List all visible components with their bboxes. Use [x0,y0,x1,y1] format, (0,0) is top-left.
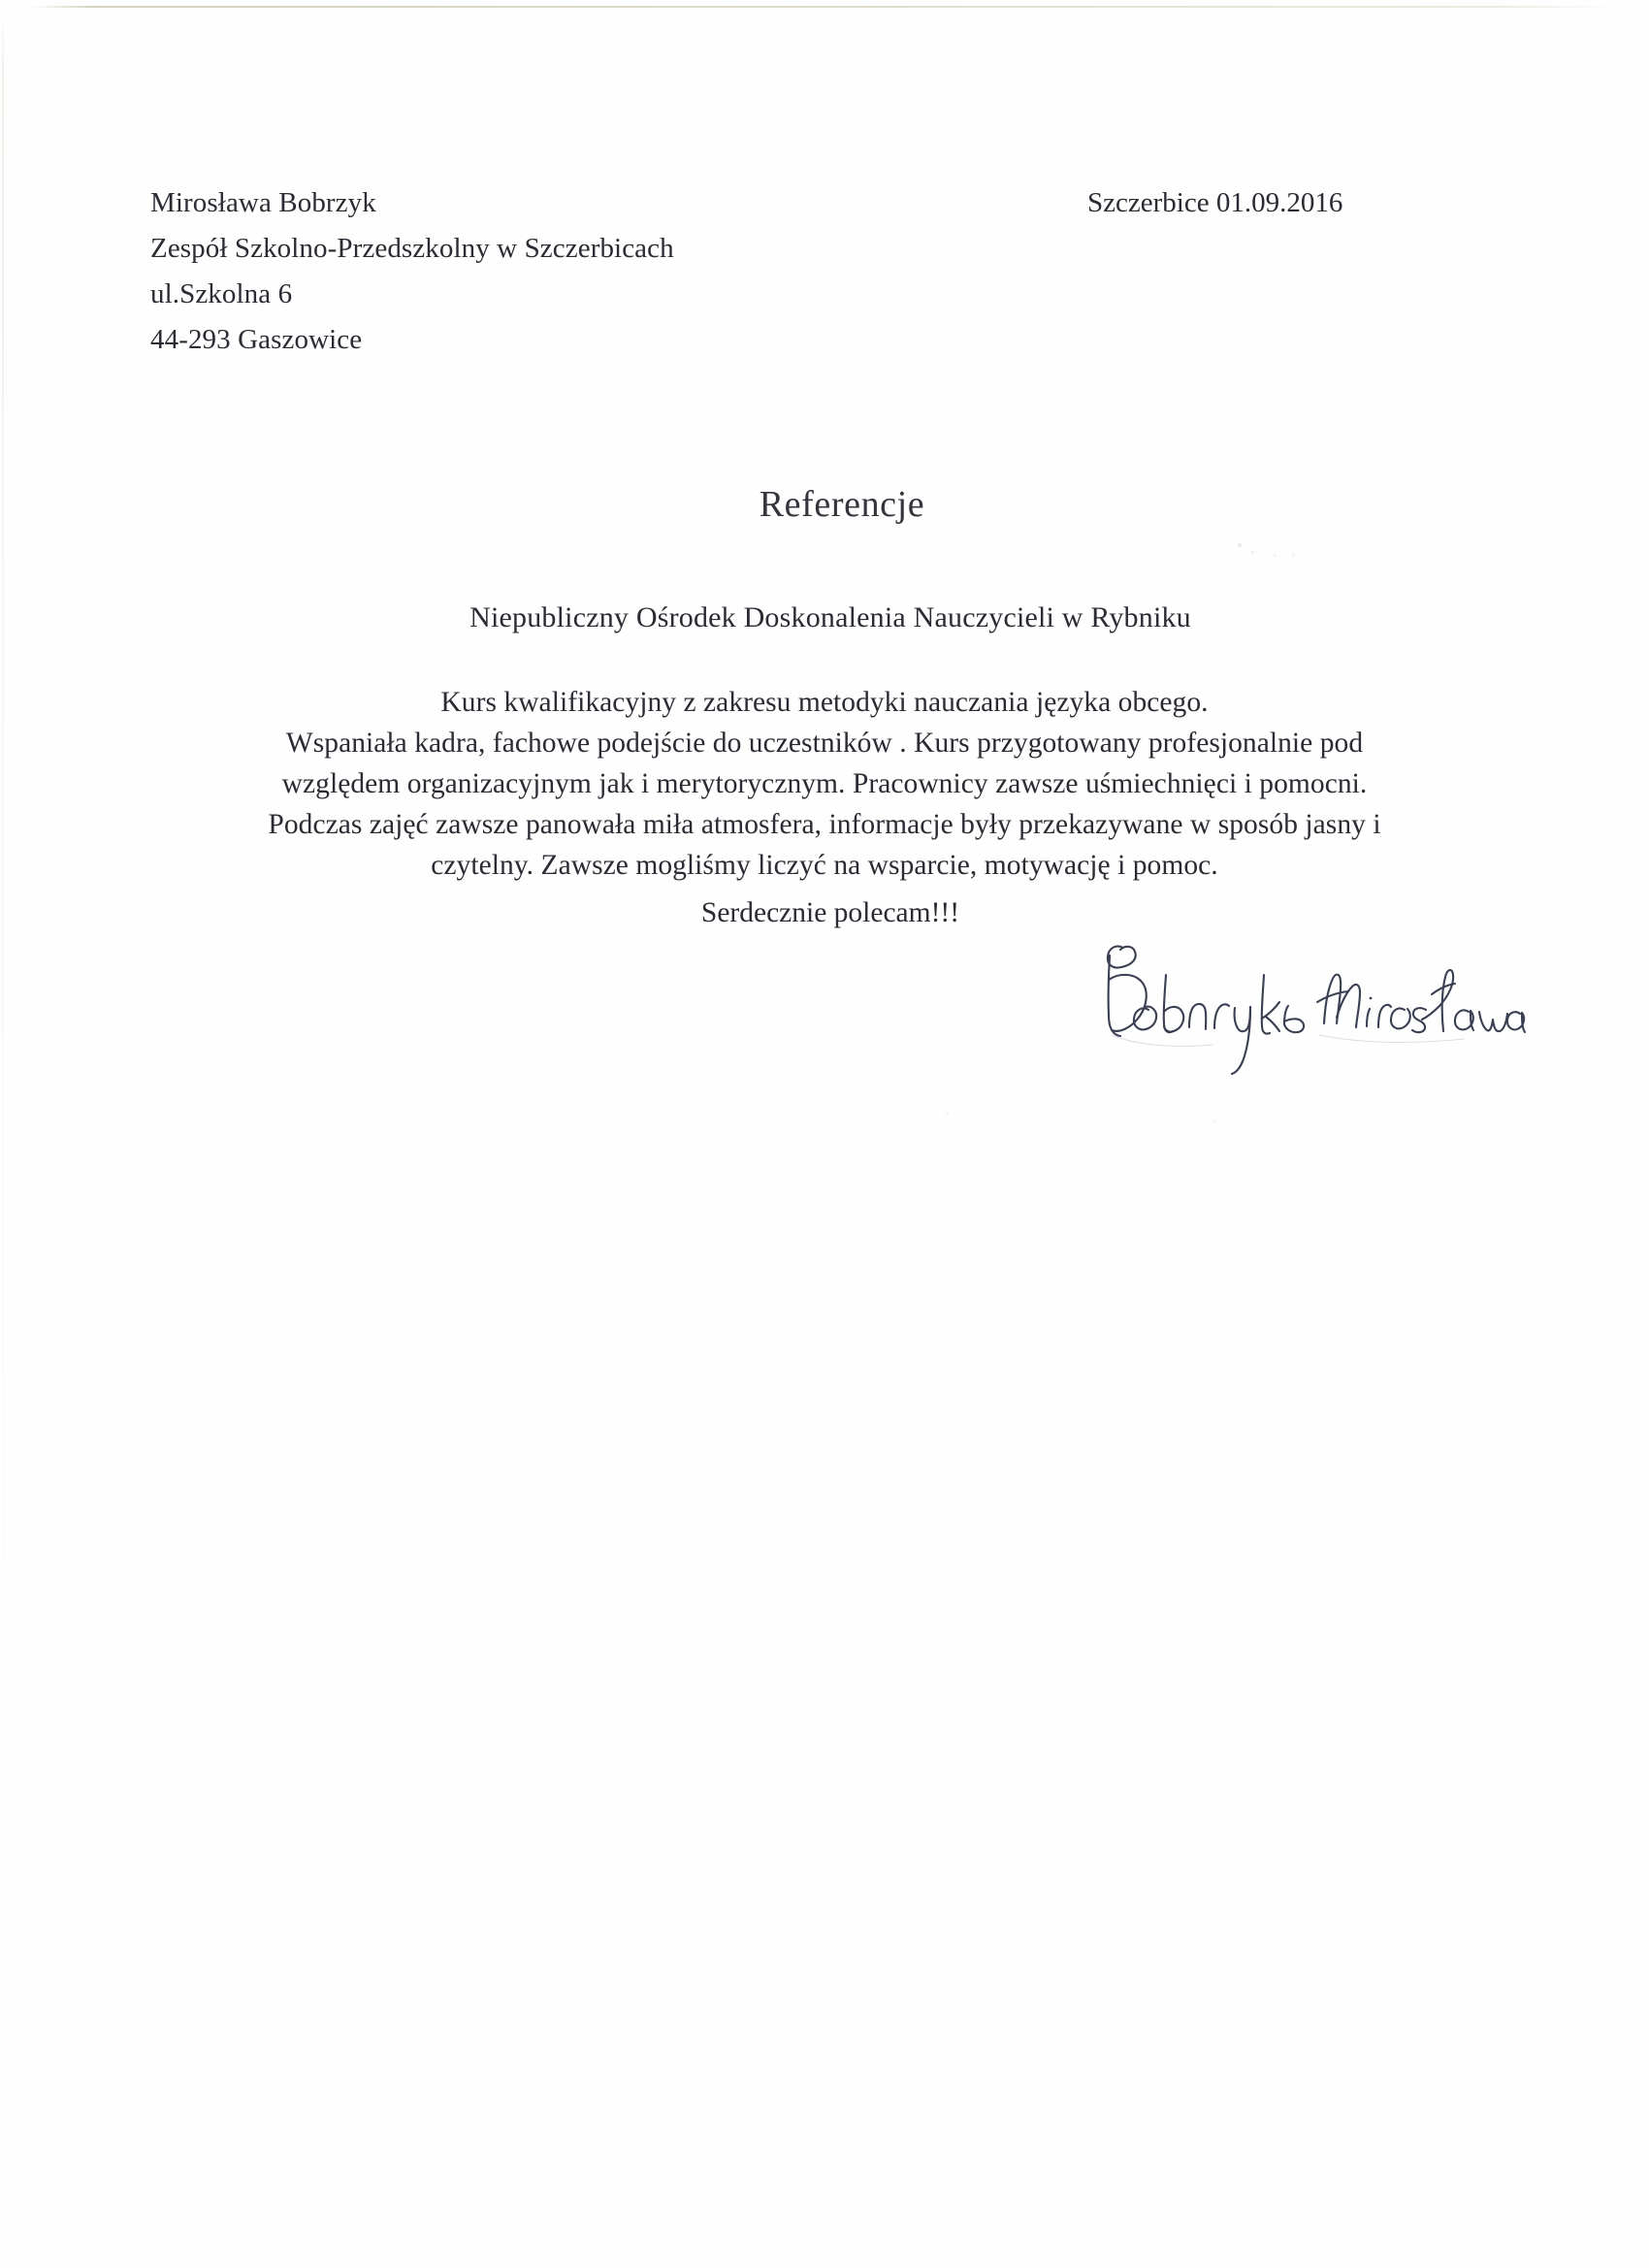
body-line: względem organizacyjnym jak i merytorycznym. Pracownicy zawsze uśmiechnięci i pomocni. [281,768,1368,799]
body-line: Kurs kwalifikacyjny z zakresu metodyki nauczania języka obcego. [440,687,1209,718]
organization-line [0,601,1649,634]
organization-name: Niepubliczny Ośrodek Doskonalenia Nauczycieli w Rybniku [469,601,1191,633]
body-line: Wspaniała kadra, fachowe podejście do uczestników . Kurs przygotowany profesjonalnie pod [285,728,1364,759]
body-line: czytelny. Zawsze mogliśmy liczyć na wsparcie, motywację i pomoc. [431,850,1218,881]
document-title-text: Referencje [759,484,925,525]
body-line: Podczas zajęć zawsze panowała miła atmosfera, informacje były przekazywane w sposób jasny i [268,809,1381,840]
scan-speck [1238,543,1242,547]
sender-postal-city: 44-293 Gaszowice [150,324,363,355]
scan-speck [1292,553,1295,556]
sender-name: Mirosława Bobrzyk [150,187,376,218]
document-title [0,483,1649,526]
sender-street: ul.Szkolna 6 [150,278,293,309]
closing-text: Serdecznie polecam!!! [700,897,960,928]
scan-edge-left [2,10,4,2260]
sender-institution: Zespół Szkolno-Przedszkolny w Szczerbicach [150,233,674,264]
scan-speck [1251,551,1254,554]
sender-address-block [150,180,674,363]
letter-body [146,682,1504,886]
scan-speck [1274,555,1277,557]
scan-speck [946,1113,949,1116]
place-and-date: Szczerbice 01.09.2016 [1087,187,1343,218]
handwritten-signature [1077,926,1533,1082]
body-paragraph [146,682,1504,886]
scan-speck [1212,1120,1215,1123]
closing-line [0,897,1649,929]
scan-edge-top [29,6,1620,8]
